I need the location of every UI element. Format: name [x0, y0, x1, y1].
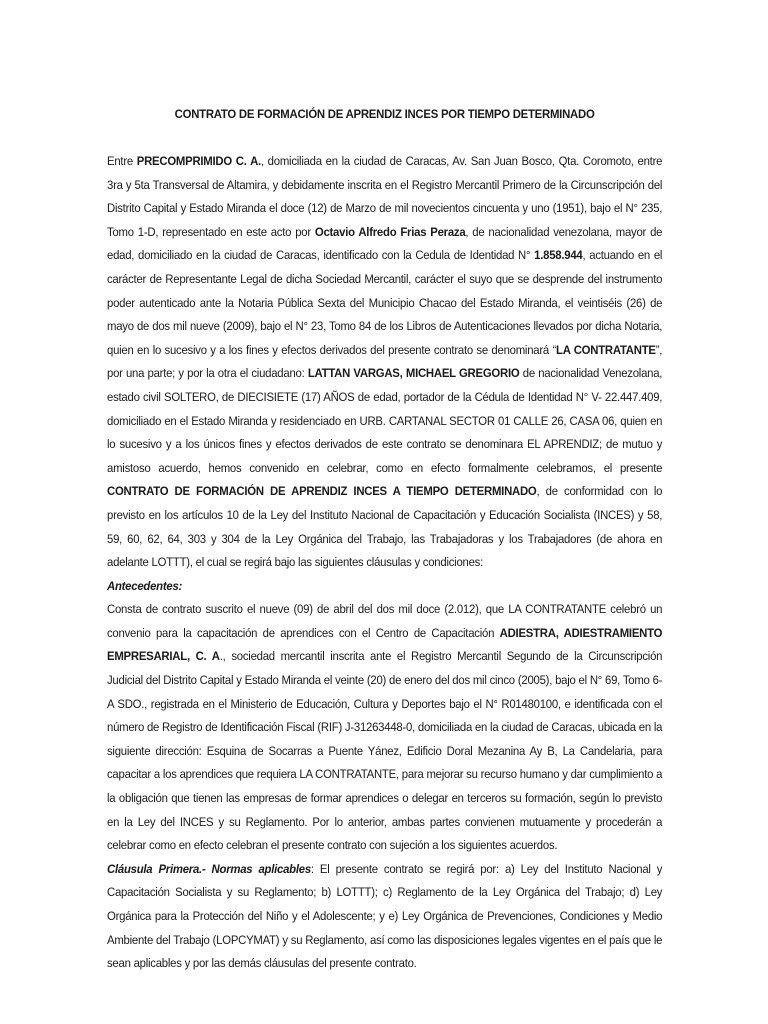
id-number: 1.858.944	[534, 248, 583, 263]
text-span: ”, por una parte; y por la otra el ciudadano:	[107, 342, 663, 381]
paragraph-parties	[107, 150, 662, 575]
contratante-label: LA CONTRATANTE	[556, 342, 656, 357]
clause-heading: Cláusula Primera.- Normas aplicables	[107, 861, 311, 876]
text-span: , actuando en el carácter de Representante Legal de dicha Sociedad Mercantil, carácter el suyo que se desprende del instrumento poder autenticado ante la Notaria Pública Sexta del Municipio Chacao del Estado Miranda, el veintiséis (26) de mayo de dos mil nueve (2009), bajo el N° 23, Tomo 84 de los Libros de Autenticaciones llevados por dicha Notaria, quien en lo sucesivo y a los fines y efectos derivados del presente contrato se denominará “	[107, 248, 663, 357]
text-span: Entre	[107, 154, 137, 168]
text-span: , de nacionalidad venezolana, mayor de edad, domiciliado en la ciudad de Caracas, identificado con la Cedula de Identidad N°	[107, 224, 663, 263]
text-span: Consta de contrato suscrito el nueve (09) de abril del dos mil doce (2.012), que LA CONTRATANTE celebró un convenio para la capacitación de aprendices con el Centro de Capacitación	[107, 602, 663, 640]
contract-name: CONTRATO DE FORMACIÓN DE APRENDIZ INCES A TIEMPO DETERMINADO	[107, 484, 537, 499]
text-span: ., sociedad mercantil inscrita ante el Registro Mercantil Segundo de la Circunscripción Judicial del Distrito Capital y Estado Miranda el veinte (20) de enero del dos mil cinco (2005), bajo el N° 69, Tomo 6-A SDO., registrada en el Ministerio de Educación, Cultura y Deportes bajo el N° R01480100, e identificada con el número de Registro de Identificación Fiscal (RIF) J-31263448-0, domiciliada en la ciudad de Caracas, ubicada en la siguiente dirección: Esquina de Socarras a Puente Yánez, Edificio Doral Mezanina Ay B, La Candelaria, para capacitar a los aprendices que requiera LA CONTRATANTE, para mejorar su recurso humano y dar cumplimiento a la obligación que tienen las empresas de formar aprendices o delegar en terceros su formación, según lo previsto en la Ley del INCES y su Reglamento. Por lo anterior, ambas partes convienen mutuamente y procederán a celebrar como en efecto celebran el presente contrato con sujeción a los siguientes acuerdos.	[107, 649, 663, 853]
representative-name: Octavio Alfredo Frias Peraza	[314, 224, 466, 239]
heading-antecedentes: Antecedentes:	[107, 578, 183, 593]
paragraph-antecedentes	[107, 598, 662, 858]
training-center-name: ADIESTRA, ADIESTRAMIENTO EMPRESARIAL, C. A	[107, 625, 663, 664]
company-name: PRECOMPRIMIDO C. A.	[136, 154, 261, 168]
paragraph-clausula-primera	[107, 858, 662, 976]
document-body	[107, 150, 662, 976]
text-span: , de conformidad con lo previsto en los artículos 10 de la Ley del Instituto Nacional de Capacitación y Educación Socialista (INCES) y 58, 59, 60, 62, 64, 303 y 304 de la Ley Orgánica del Trabajo, las Trabajadoras y los Trabajadores (de ahora en adelante LOTTT), el cual se regirá bajo las siguientes cláusulas y condiciones:	[107, 484, 663, 570]
text-span: , domiciliada en la ciudad de Caracas, Av. San Juan Bosco, Qta. Coromoto, entre 3ra y 5ta Transversal de Altamira, y debidamente inscrita en el Registro Mercantil Primero de la Circunscripción del Distrito Capital y Estado Miranda el doce (12) de Marzo de mil novecientos cincuenta y uno (1951), bajo el N° 235, Tomo 1-D, representado en este acto por	[107, 154, 663, 239]
text-span: : El presente contrato se regirá por: a) Ley del Instituto Nacional y Capacitación Socialista y su Reglamento; b) LOTTT); c) Reglamento de la Ley Orgánica del Trabajo; d) Ley Orgánica para la Protección del Niño y el Adolescente; y e) Ley Orgánica de Prevenciones, Condiciones y Medio Ambiente del Trabajo (LOPCYMAT) y su Reglamento, así como las disposiciones legales vigentes en el país que le sean aplicables y por las demás cláusulas del presente contrato.	[107, 861, 663, 971]
text-span: de nacionalidad Venezolana, estado civil SOLTERO, de DIECISIETE (17) AÑOS de edad, portador de la Cédula de Identidad N° V- 22.447.409, domiciliado en el Estado Miranda y residenciado en URB. CARTANAL SECTOR 01 CALLE 26, CASA 06, quien en lo sucesivo y a los únicos fines y efectos derivados de este contrato se denominara EL APRENDIZ; de mutuo y amistoso acuerdo, hemos convenido en celebrar, como en efecto formalmente celebramos, el presente	[107, 366, 663, 475]
apprentice-name: LATTAN VARGAS, MICHAEL GREGORIO	[307, 366, 520, 381]
document-title: CONTRATO DE FORMACIÓN DE APRENDIZ INCES POR TIEMPO DETERMINADO	[174, 107, 595, 121]
